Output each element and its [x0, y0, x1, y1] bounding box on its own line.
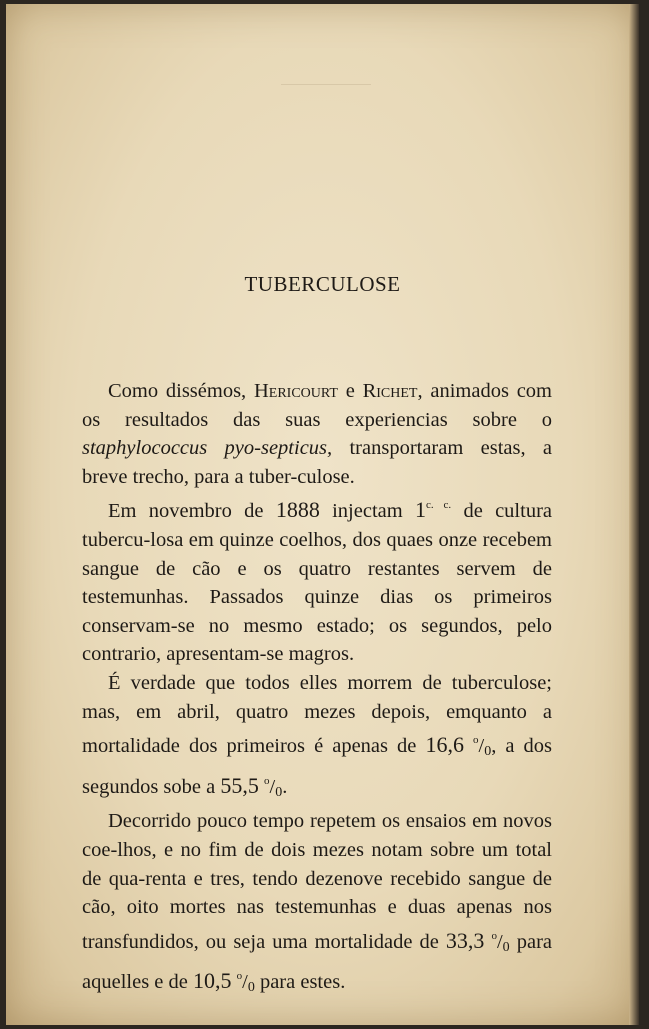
- percent-value: 55,5: [220, 772, 259, 798]
- bleed-through-text: [111, 99, 551, 259]
- author-name: Richet: [362, 380, 418, 402]
- percent-value: 10,5: [193, 968, 232, 994]
- bleed-through-rule: [281, 84, 371, 85]
- paragraph-3: É verdade que todos elles morrem de tuberculose; mas, em abril, quatro mezes depois, emquanto a mortalidade dos primeiros é apenas de 16,6 $^o/_0$, a dos segundos sobe a 55,5 $^o/_0$.: [82, 671, 552, 800]
- dose-value: 1: [414, 497, 426, 523]
- year: 1888: [275, 497, 320, 523]
- percent-value: 33,3: [445, 927, 485, 953]
- paragraph-2: Em novembro de 1888 injectam $1^{c. c.}$ de cultura tubercu-losa em quinze coelhos, dos quaes onze recebem sangue de cão e os quatro restantes servem de testemunhas. Passados quinze dias os primeiros conservam-se no mesmo estado; os segundos, pelo contrario, apresentam-se magros.: [82, 497, 552, 666]
- book-page: [6, 4, 639, 1025]
- chapter-title: TUBERCULOSE: [244, 272, 401, 296]
- species-name: staphylococcus pyo-septicus,: [82, 437, 333, 460]
- paragraph-4: Decorrido pouco tempo repetem os ensaios em novos coe-lhos, e no fim de dois mezes notam sobre um total de qua-renta e tres, tendo dezenove recebido sangue de cão, oito mortes nas testemunhas e duas apenas nos transfundidos, ou seja uma mortalidade de 33,3 $^o/_0$ para aquelles e de 10,5 $^o/_0$ para estes.: [82, 810, 552, 996]
- page-edge-shadow: [629, 4, 639, 1025]
- paragraph-1: Como dissémos, Hericourt e Richet, animados com os resultados das suas experiencias sobre o staphylococcus pyo-septicus, transportaram estas, a breve trecho, para a tuber-culose.: [82, 380, 552, 488]
- body-text: [82, 377, 552, 1003]
- author-name: Hericourt: [253, 380, 338, 402]
- percent-value: 16,6: [425, 732, 464, 758]
- dose-unit: c. c.: [425, 499, 452, 512]
